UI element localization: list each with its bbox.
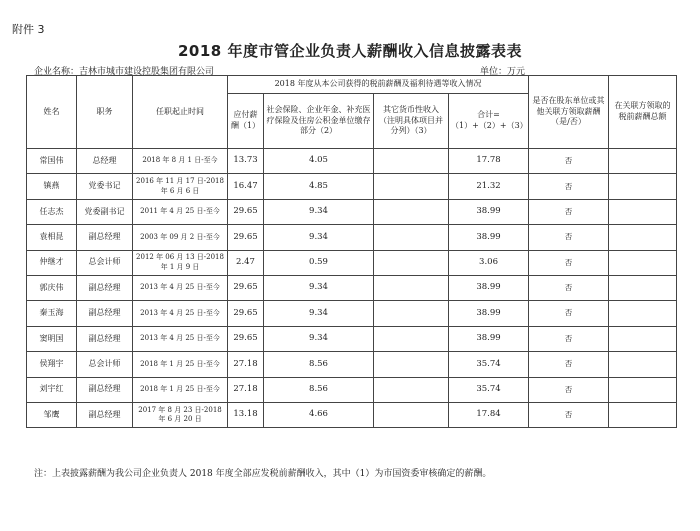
cell-name: 常国伟	[27, 149, 77, 174]
cell-related-pay	[609, 250, 677, 275]
header-insurance: 社会保险、企业年金、补充医疗保险及住房公积金单位缴存部分（2）	[264, 94, 374, 149]
cell-insurance: 9.34	[264, 326, 374, 351]
cell-related-pay	[609, 199, 677, 224]
cell-salary: 27.18	[228, 352, 264, 377]
cell-related-pay	[609, 149, 677, 174]
table-row	[27, 352, 677, 377]
cell-insurance: 9.34	[264, 301, 374, 326]
cell-name: 镇燕	[27, 174, 77, 199]
cell-name: 侯翔宇	[27, 352, 77, 377]
cell-tenure: 2018 年 1 月 25 日-至今	[133, 352, 228, 377]
cell-tenure: 2003 年 09 月 2 日-至今	[133, 225, 228, 250]
cell-name: 仲继才	[27, 250, 77, 275]
cell-insurance: 9.34	[264, 199, 374, 224]
cell-position: 党委副书记	[77, 199, 133, 224]
cell-tenure: 2018 年 1 月 25 日-至今	[133, 377, 228, 402]
cell-tenure: 2013 年 4 月 25 日-至今	[133, 326, 228, 351]
header-income-group: 2018 年度从本公司获得的税前薪酬及福利待遇等收入情况	[228, 76, 529, 94]
cell-total: 35.74	[449, 377, 529, 402]
cell-other-job: 否	[529, 352, 609, 377]
table-row	[27, 250, 677, 275]
cell-name: 刘宇红	[27, 377, 77, 402]
cell-total: 3.06	[449, 250, 529, 275]
cell-salary: 29.65	[228, 225, 264, 250]
table-body	[27, 149, 677, 428]
cell-other-job: 否	[529, 174, 609, 199]
cell-name: 袁相昆	[27, 225, 77, 250]
header-position: 职务	[77, 76, 133, 149]
cell-total: 17.78	[449, 149, 529, 174]
cell-insurance: 4.05	[264, 149, 374, 174]
unit-label: 单位：万元	[480, 67, 526, 77]
cell-name: 窦明国	[27, 326, 77, 351]
cell-name: 邹鹰	[27, 402, 77, 427]
cell-other-job: 否	[529, 402, 609, 427]
cell-salary: 2.47	[228, 250, 264, 275]
cell-other-income	[374, 199, 449, 224]
cell-salary: 29.65	[228, 199, 264, 224]
cell-position: 副总经理	[77, 377, 133, 402]
header-salary: 应付薪酬（1）	[228, 94, 264, 149]
cell-tenure: 2017 年 8 月 23 日-2018 年 6 月 20 日	[133, 402, 228, 427]
cell-tenure: 2011 年 4 月 25 日-至今	[133, 199, 228, 224]
cell-other-job: 否	[529, 250, 609, 275]
table-row	[27, 275, 677, 300]
cell-related-pay	[609, 377, 677, 402]
cell-insurance: 8.56	[264, 377, 374, 402]
cell-position: 副总经理	[77, 225, 133, 250]
table-row	[27, 377, 677, 402]
cell-other-income	[374, 352, 449, 377]
cell-related-pay	[609, 402, 677, 427]
header-name: 姓名	[27, 76, 77, 149]
header-total: 合计=（1）+（2）+（3）	[449, 94, 529, 149]
cell-insurance: 4.66	[264, 402, 374, 427]
cell-name: 任志杰	[27, 199, 77, 224]
cell-other-income	[374, 174, 449, 199]
cell-other-income	[374, 377, 449, 402]
table-row	[27, 199, 677, 224]
page-title: 2018 年度市管企业负责人薪酬收入信息披露表表	[178, 42, 522, 60]
cell-other-income	[374, 225, 449, 250]
footnote: 注：上表披露薪酬为我公司企业负责人 2018 年度全部应发税前薪酬收入，其中（1）为市国资委审核确定的薪酬。	[34, 469, 492, 479]
header-related-pay: 在关联方领取的税前薪酬总额	[609, 76, 677, 149]
cell-tenure: 2012 年 06 月 13 日-2018 年 1 月 9 日	[133, 250, 228, 275]
cell-related-pay	[609, 174, 677, 199]
cell-tenure: 2013 年 4 月 25 日-至今	[133, 301, 228, 326]
cell-salary: 13.73	[228, 149, 264, 174]
cell-other-job: 否	[529, 301, 609, 326]
cell-name: 郭庆伟	[27, 275, 77, 300]
cell-total: 38.99	[449, 275, 529, 300]
cell-total: 38.99	[449, 301, 529, 326]
cell-other-job: 否	[529, 199, 609, 224]
table-row	[27, 402, 677, 427]
cell-other-income	[374, 402, 449, 427]
cell-position: 总会计师	[77, 250, 133, 275]
cell-salary: 29.65	[228, 301, 264, 326]
cell-insurance: 9.34	[264, 225, 374, 250]
cell-position: 总经理	[77, 149, 133, 174]
cell-position: 副总经理	[77, 326, 133, 351]
cell-tenure: 2013 年 4 月 25 日-至今	[133, 275, 228, 300]
cell-position: 总会计师	[77, 352, 133, 377]
cell-total: 17.84	[449, 402, 529, 427]
cell-salary: 16.47	[228, 174, 264, 199]
cell-other-income	[374, 250, 449, 275]
cell-related-pay	[609, 301, 677, 326]
cell-other-income	[374, 326, 449, 351]
cell-total: 38.99	[449, 326, 529, 351]
cell-insurance: 0.59	[264, 250, 374, 275]
cell-tenure: 2016 年 11 月 17 日-2018 年 6 月 6 日	[133, 174, 228, 199]
cell-other-job: 否	[529, 326, 609, 351]
cell-tenure: 2018 年 8 月 1 日-至今	[133, 149, 228, 174]
cell-salary: 13.18	[228, 402, 264, 427]
header-other-income: 其它货币性收入（注明具体项目并分列）（3）	[374, 94, 449, 149]
table-row	[27, 326, 677, 351]
cell-other-income	[374, 275, 449, 300]
cell-position: 党委书记	[77, 174, 133, 199]
cell-position: 副总经理	[77, 301, 133, 326]
cell-other-income	[374, 149, 449, 174]
header-tenure: 任职起止时间	[133, 76, 228, 149]
cell-other-job: 否	[529, 275, 609, 300]
cell-salary: 29.65	[228, 275, 264, 300]
cell-position: 副总经理	[77, 402, 133, 427]
cell-other-job: 否	[529, 377, 609, 402]
table-row	[27, 301, 677, 326]
cell-salary: 29.65	[228, 326, 264, 351]
cell-related-pay	[609, 352, 677, 377]
cell-insurance: 4.85	[264, 174, 374, 199]
salary-table	[26, 75, 677, 428]
cell-related-pay	[609, 326, 677, 351]
cell-total: 21.32	[449, 174, 529, 199]
cell-related-pay	[609, 275, 677, 300]
cell-insurance: 8.56	[264, 352, 374, 377]
cell-other-job: 否	[529, 225, 609, 250]
cell-insurance: 9.34	[264, 275, 374, 300]
cell-name: 秦玉海	[27, 301, 77, 326]
cell-total: 35.74	[449, 352, 529, 377]
table-row	[27, 149, 677, 174]
cell-salary: 27.18	[228, 377, 264, 402]
cell-other-income	[374, 301, 449, 326]
company-name: 企业名称：吉林市城市建设控股集团有限公司	[34, 67, 215, 77]
cell-total: 38.99	[449, 225, 529, 250]
cell-total: 38.99	[449, 199, 529, 224]
table-row	[27, 225, 677, 250]
attachment-label: 附件 3	[12, 23, 45, 36]
header-other-job: 是否在股东单位或其他关联方领取薪酬（是/否）	[529, 76, 609, 149]
cell-related-pay	[609, 225, 677, 250]
cell-other-job: 否	[529, 149, 609, 174]
cell-position: 副总经理	[77, 275, 133, 300]
table-row	[27, 174, 677, 199]
